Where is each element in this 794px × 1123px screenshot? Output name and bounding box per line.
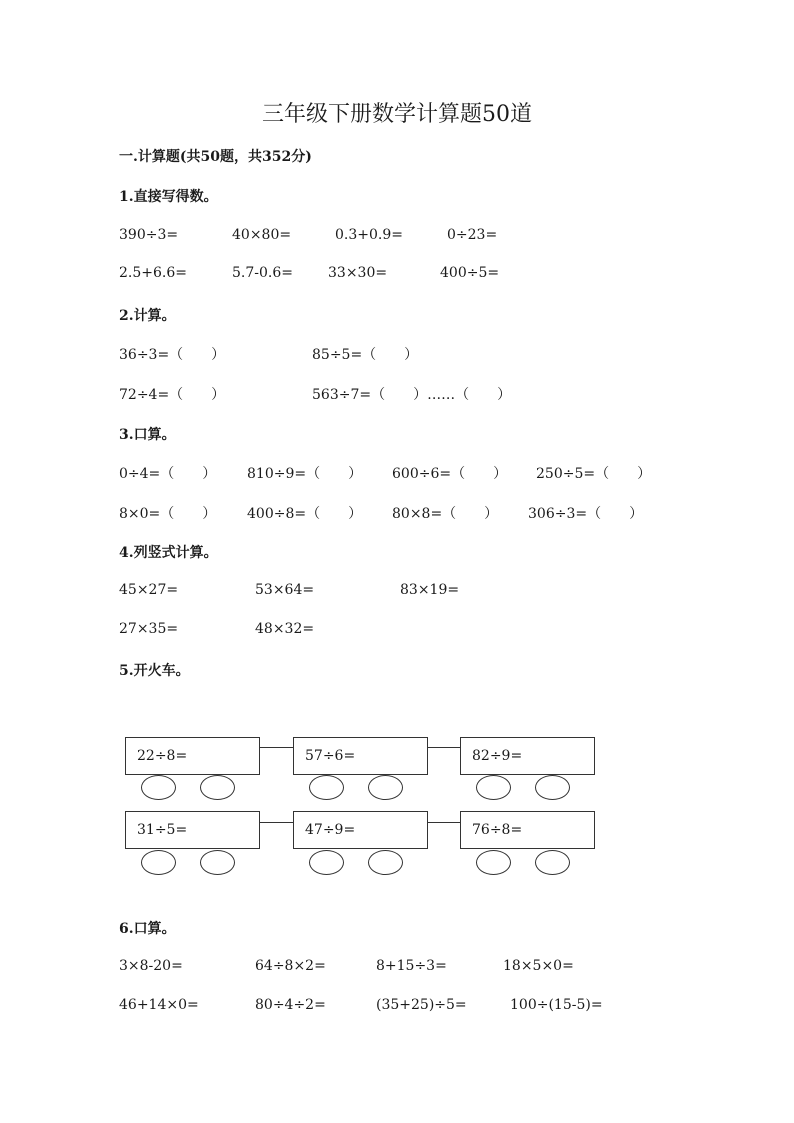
q6-item: 46+14×0= (119, 997, 199, 1013)
q4-item: 83×19= (400, 582, 460, 598)
train-wheel (368, 775, 403, 800)
q1-item: 400÷5= (440, 265, 500, 281)
q3-item: 306÷3=（ ） (528, 506, 644, 522)
q4-item: 27×35= (119, 621, 179, 637)
q6-item: 80÷4÷2= (255, 997, 326, 1013)
q1-item: 0.3+0.9= (335, 227, 403, 243)
train-car-expression: 76÷8= (472, 822, 523, 838)
train-car (125, 811, 260, 849)
q6-item: 8+15÷3= (376, 958, 447, 974)
q3-item: 250÷5=（ ） (536, 466, 652, 482)
train-wheel (476, 850, 511, 875)
question-1-heading: 1.直接写得数。 (119, 189, 218, 205)
q4-item: 48×32= (255, 621, 315, 637)
q6-item: 64÷8×2= (255, 958, 326, 974)
train-wheel (200, 850, 235, 875)
train-wheel (368, 850, 403, 875)
q1-item: 2.5+6.6= (119, 265, 187, 281)
q2-item: 72÷4=（ ） (119, 387, 226, 403)
train-wheel (141, 850, 176, 875)
q6-item: (35+25)÷5= (376, 997, 467, 1013)
q4-item: 45×27= (119, 582, 179, 598)
q1-item: 5.7-0.6= (232, 265, 293, 281)
question-3-heading: 3.口算。 (119, 427, 176, 443)
train-wheel (309, 775, 344, 800)
q1-item: 33×30= (328, 265, 388, 281)
q2-item: 36÷3=（ ） (119, 347, 226, 363)
train-car (460, 811, 595, 849)
q1-item: 0÷23= (447, 227, 498, 243)
q4-item: 53×64= (255, 582, 315, 598)
q6-item: 100÷(15-5)= (510, 997, 603, 1013)
section-heading: 一.计算题(共50题，共352分) (119, 149, 312, 165)
car-connector (427, 747, 460, 748)
q3-item: 400÷8=（ ） (247, 506, 363, 522)
question-4-heading: 4.列竖式计算。 (119, 545, 218, 561)
train-wheel (141, 775, 176, 800)
car-connector (259, 747, 293, 748)
question-6-heading: 6.口算。 (119, 921, 176, 937)
q6-item: 18×5×0= (503, 958, 574, 974)
q2-item: 85÷5=（ ） (312, 347, 419, 363)
train-wheel (535, 775, 570, 800)
train-wheel (476, 775, 511, 800)
train-car (125, 737, 260, 775)
question-5-heading: 5.开火车。 (119, 663, 190, 679)
q3-item: 600÷6=（ ） (392, 466, 508, 482)
train-car-expression: 57÷6= (305, 748, 356, 764)
train-car-expression: 82÷9= (472, 748, 523, 764)
train-car-expression: 31÷5= (137, 822, 188, 838)
q3-item: 810÷9=（ ） (247, 466, 363, 482)
q2-item: 563÷7=（ ）……（ ） (312, 387, 512, 403)
q3-item: 0÷4=（ ） (119, 466, 217, 482)
q6-item: 3×8-20= (119, 958, 183, 974)
train-wheel (309, 850, 344, 875)
train-wheel (535, 850, 570, 875)
q1-item: 40×80= (232, 227, 292, 243)
question-2-heading: 2.计算。 (119, 308, 176, 324)
train-car (293, 811, 428, 849)
car-connector (427, 822, 460, 823)
train-car-expression: 22÷8= (137, 748, 188, 764)
page-title: 三年级下册数学计算题50道 (262, 102, 532, 127)
q3-item: 8×0=（ ） (119, 506, 217, 522)
q3-item: 80×8=（ ） (392, 506, 499, 522)
train-wheel (200, 775, 235, 800)
train-car-expression: 47÷9= (305, 822, 356, 838)
train-car (460, 737, 595, 775)
q1-item: 390÷3= (119, 227, 179, 243)
car-connector (259, 822, 293, 823)
train-car (293, 737, 428, 775)
